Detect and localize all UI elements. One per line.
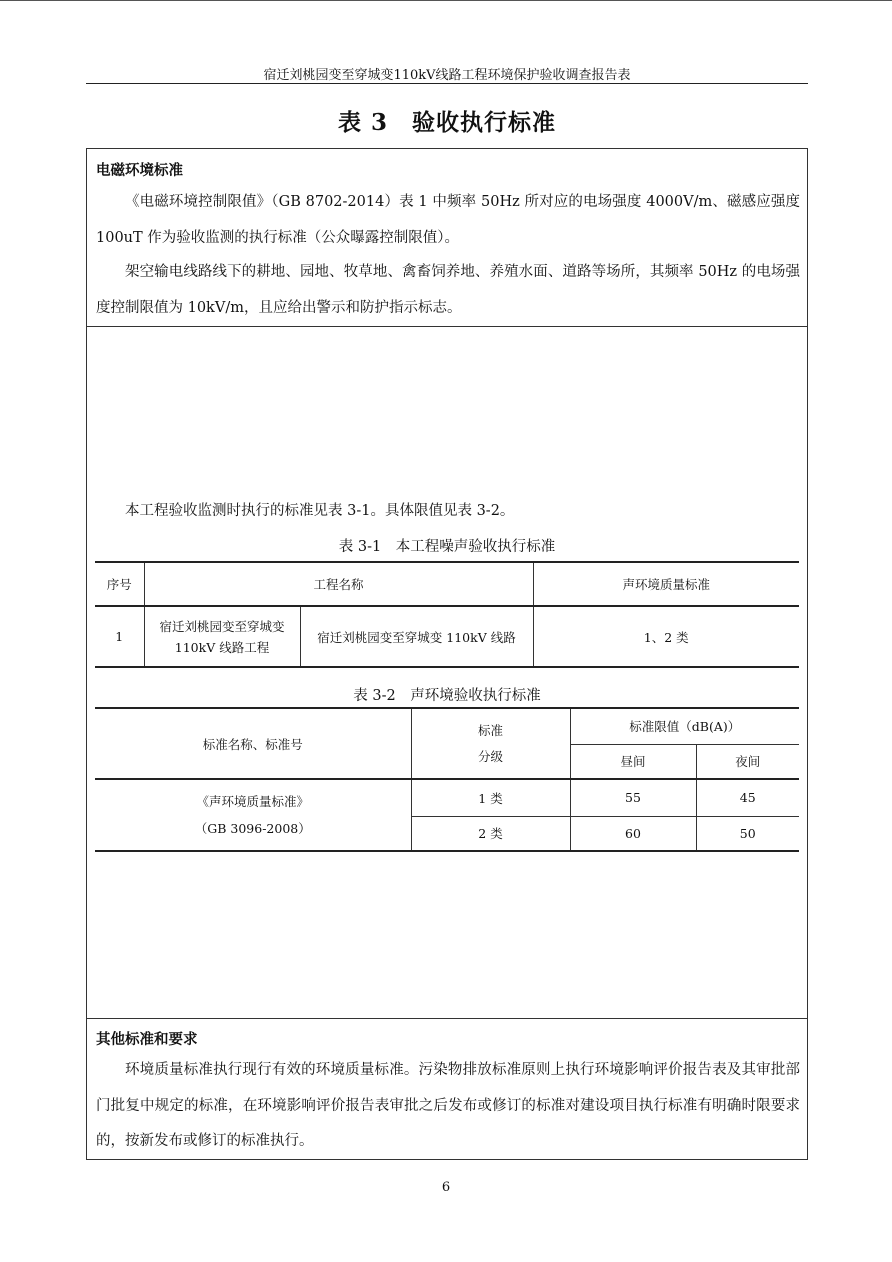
section-divider-2 <box>87 1018 807 1019</box>
table-3-2-header-row-1 <box>95 708 799 744</box>
table-row <box>95 779 799 816</box>
table-3-2-caption: 表 3-2 声环境验收执行标准 <box>353 688 541 704</box>
standards-frame <box>86 148 808 1160</box>
table-row <box>95 606 799 667</box>
header-project-name: 工程名称 <box>144 562 533 606</box>
standard-code: （GB 3096-2008） <box>194 821 311 836</box>
section-divider-1 <box>87 326 807 327</box>
header-grade <box>411 708 570 779</box>
header-night: 夜间 <box>696 744 799 779</box>
row-standard-class: 1、2 类 <box>533 606 799 667</box>
row-night-limit: 45 <box>696 779 799 816</box>
page-title: 表 3 验收执行标准 <box>337 109 556 136</box>
header-sound-standard: 声环境质量标准 <box>533 562 799 606</box>
row-no: 1 <box>95 606 144 667</box>
row-grade: 1 类 <box>411 779 570 816</box>
row-day-limit: 55 <box>570 779 696 816</box>
table-3-1-header-row <box>95 562 799 606</box>
row-day-limit: 60 <box>570 816 696 851</box>
row-grade: 2 类 <box>411 816 570 851</box>
header-limit: 标准限值（dB(A)） <box>570 708 799 744</box>
header-grade-line-1: 标准 <box>477 722 503 738</box>
header-standard-name: 标准名称、标准号 <box>95 708 411 779</box>
table-3-1 <box>95 561 799 668</box>
row-project: 宿迁刘桃园变至穿城变110kV 线路工程 <box>144 606 300 667</box>
em-paragraph-1: 《电磁环境控制限值》（GB 8702-2014）表 1 中频率 50Hz 所对应的电场强度 4000V/m、磁感应强度 100uT 作为验收监测的执行标准（公众曝露控制限值）。 <box>96 194 800 246</box>
noise-intro: 本工程验收监测时执行的标准见表 3-1。具体限值见表 3-2。 <box>125 503 515 519</box>
header-no: 序号 <box>95 562 144 606</box>
em-paragraph-2: 架空输电线路线下的耕地、园地、牧草地、禽畜饲养地、养殖水面、道路等场所，其频率 50Hz 的电场强度控制限值为 10kV/m，且应给出警示和防护指示标志。 <box>96 264 800 316</box>
row-night-limit: 50 <box>696 816 799 851</box>
page-top-border <box>0 0 892 1</box>
row-line: 宿迁刘桃园变至穿城变 110kV 线路 <box>300 606 533 667</box>
running-header: 宿迁刘桃园变至穿城变110kV线路工程环境保护验收调查报告表 <box>263 68 631 83</box>
header-grade-line-2: 分级 <box>477 748 503 764</box>
page-number: 6 <box>441 1180 451 1195</box>
header-day: 昼间 <box>570 744 696 779</box>
standard-name: 《声环境质量标准》 <box>196 794 309 809</box>
table-3-1-caption: 表 3-1 本工程噪声验收执行标准 <box>338 539 556 555</box>
em-section-heading: 电磁环境标准 <box>96 162 183 179</box>
standard-name-cell <box>95 779 411 851</box>
other-section-heading: 其他标准和要求 <box>96 1031 198 1048</box>
table-3-2 <box>95 707 799 852</box>
other-paragraph: 环境质量标准执行现行有效的环境质量标准。污染物排放标准原则上执行环境影响评价报告表及其审批部门批复中规定的标准，在环境影响评价报告表审批之后发布或修订的标准对建设项目执行标准有明确时限要求的，按新发布或修订的标准执行。 <box>96 1062 800 1149</box>
header-rule <box>86 83 808 84</box>
